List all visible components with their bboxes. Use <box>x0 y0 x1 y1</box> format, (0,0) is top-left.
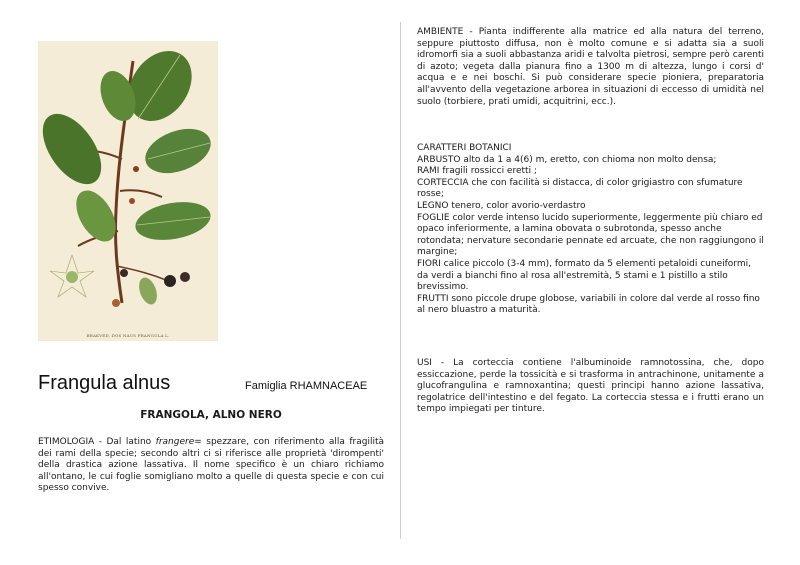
caratteri-arbusto: ARBUSTO alto da 1 a 4(6) m, eretto, con chioma non molto densa; <box>417 154 717 165</box>
etimologia-rest: = spezzare, con riferimento alla fragilità dei rami della specie; secondo altri ci si riferisce alle proprietà 'dirompenti' della drastica azione lassativa. Il nome specifico è un chiaro richiamo all'ontano, le cui foglie somigliano molto a quelle di questa specie e con cui spesso convive. <box>38 437 384 494</box>
species-name: Frangula alnus <box>38 372 171 394</box>
plate-caption: BRAKVED, DOS NAUS FRANGULA L. <box>86 333 170 338</box>
caratteri-rami: RAMI fragili rossicci eretti ; <box>417 166 537 177</box>
botanical-illustration <box>38 41 218 341</box>
column-divider <box>400 22 401 539</box>
ambiente-paragraph: AMBIENTE - Pianta indifferente alla matrice ed alla natura del terreno, seppure piuttosto diffusa, non è molto comune e si adatta sia a suoli idromorfi sia a suoli abbastanza aridi e talvolta pietrosi, sempre però carenti di azoto; vegeta dalla pianura fino a 1300 m di altezza, lungo i corsi d' acqua e e nei boschi. Si può considerare specie pioniera, preparatoria all'avvento della vegetazione arborea in situazioni di eccesso di umidità nel suolo (torbiere, prati umidi, acquitrini, ecc.). <box>417 27 764 107</box>
usi-paragraph: USI - La corteccia contiene l'albuminoide ramnotossina, che, dopo essiccazione, perde la tossicità e si trasforma in antrachinone, unitamente a glucofrangulina e ramnoxantina; questi principi hanno azione lassativa, regolatrice dell'intestino e del fegato. La corteccia stessa e i frutti erano un tempo impiegati per tinture. <box>417 358 764 415</box>
caratteri-botanici-section <box>417 143 764 317</box>
caratteri-legno: LEGNO tenero, color avorio-verdastro <box>417 200 586 211</box>
caratteri-foglie: FOGLIE color verde intenso lucido superiormente, leggermente più chiaro ed opaco inferiormente, a lamina obovata o subrotonda, spesso anche rotondata; nervature secondarie pennate ed arcuate, che non raggiungono il margine; <box>417 212 764 258</box>
etimologia-paragraph <box>38 437 384 495</box>
frangula-plant-drawing <box>38 41 218 341</box>
caratteri-heading: CARATTERI BOTANICI <box>417 143 512 153</box>
caratteri-frutti: FRUTTI sono piccole drupe globose, variabili in colore dal verde al rosso fino al nero bluastro a maturità. <box>417 293 760 316</box>
caratteri-corteccia: CORTECCIA che con facilità si distacca, di color grigiastro con sfumature rosse; <box>417 177 743 200</box>
etimologia-term: frangere <box>155 437 195 447</box>
common-name: FRANGOLA, ALNO NERO <box>140 409 282 421</box>
etimologia-lead: ETIMOLOGIA - Dal latino <box>38 437 156 447</box>
caratteri-fiori: FIORI calice piccolo (3-4 mm), formato da 5 elementi petaloidi cuneiformi, da verdi a bianchi fino al rosa all'estremità, 5 stami e 1 pistillo a stilo brevissimo. <box>417 258 751 293</box>
family-label: Famiglia RHAMNACEAE <box>245 380 368 392</box>
